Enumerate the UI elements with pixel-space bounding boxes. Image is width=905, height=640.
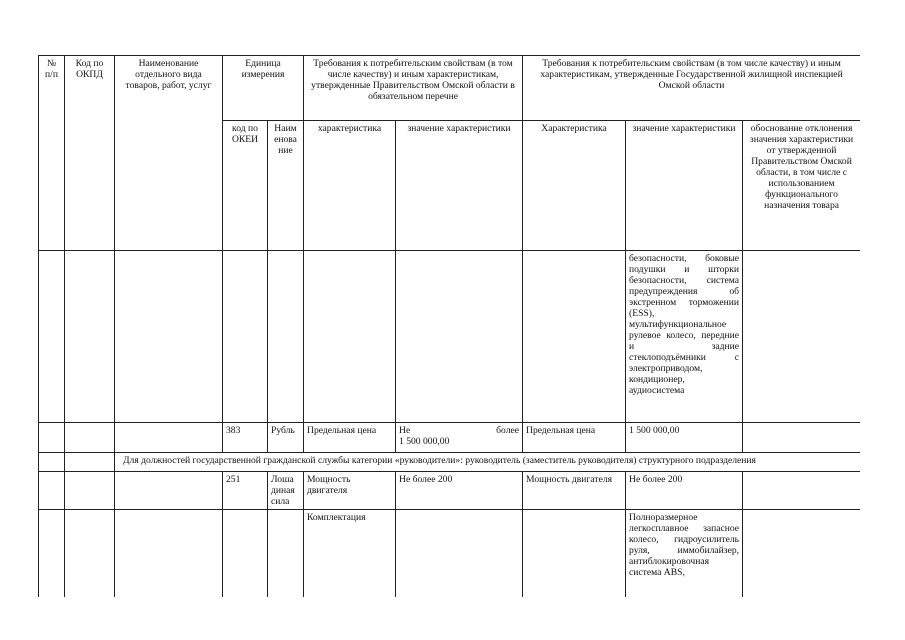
justification-header: обоснование отклонения значения характеристики от утвержденной Правительством Омской области, в том числе с использованием функционального назначения товара <box>743 121 860 251</box>
power-okei-code: 251 <box>223 472 268 510</box>
col-unit-header: Единица измерения <box>223 56 304 121</box>
price-gov-value-part2: более <box>496 425 520 436</box>
okei-code-header: код по ОКЕИ <box>223 121 268 251</box>
equipment-list-text: безопасности, боковые подушки и шторки безопасности, система предупреждения об экстренном торможении (ESS), мультифункциональное рулевое колесо, передние и задние стеклоподъёмники с электроприводом, кондиционер, аудиосистема <box>626 251 743 423</box>
price-row <box>39 423 861 453</box>
equipment-gov-characteristic: Комплектация <box>304 510 396 598</box>
section-title: Для должностей государственной гражданской службы категории «руководители»: руководитель (заместитель руководителя) структурного подразделения <box>115 453 861 472</box>
section-title-row <box>39 453 861 472</box>
col-gov-requirements-header: Требования к потребительским свойствам (в том числе качеству) и иным характеристикам, утвержденные Правительством Омской области в обязательном перечне <box>304 56 523 121</box>
gov-value-header: значение характеристики <box>396 121 523 251</box>
insp-characteristic-header: Характеристика <box>523 121 626 251</box>
power-row <box>39 472 861 510</box>
price-gov-value-amount: 1 500 000,00 <box>399 436 450 447</box>
col-name-header: Наименование отдельного вида товаров, работ, услуг <box>115 56 223 251</box>
price-insp-value: 1 500 000,00 <box>626 423 743 453</box>
power-insp-characteristic: Мощность двигателя <box>523 472 626 510</box>
power-gov-value: Не более 200 <box>396 472 523 510</box>
equipment-insp-value: Полноразмерное легкосплавное запасное колесо, гидроусилитель руля, иммобилайзер, антиблокировочная система ABS, <box>626 510 743 598</box>
power-gov-characteristic: Мощность двигателя <box>304 472 396 510</box>
price-okei-code: 383 <box>223 423 268 453</box>
col-okpd-header: Код по ОКПД <box>65 56 115 251</box>
price-gov-characteristic: Предельная цена <box>304 423 396 453</box>
power-insp-value: Не более 200 <box>626 472 743 510</box>
equipment-continuation-row <box>39 251 861 423</box>
price-insp-characteristic: Предельная цена <box>523 423 626 453</box>
requirements-table <box>38 55 860 597</box>
price-unit-name: Рубль <box>268 423 304 453</box>
price-gov-value <box>396 423 523 453</box>
power-unit-name: Лоша диная сила <box>268 472 304 510</box>
equipment-row <box>39 510 861 598</box>
price-gov-value-part1: Не <box>399 425 411 436</box>
col-number-header: № п/п <box>39 56 65 251</box>
insp-value-header: значение характеристики <box>626 121 743 251</box>
document-table-page <box>38 55 860 597</box>
header-row-1 <box>39 56 861 121</box>
gov-characteristic-header: характеристика <box>304 121 396 251</box>
unit-name-header: Наим енова ние <box>268 121 304 251</box>
col-inspection-requirements-header: Требования к потребительским свойствам (в том числе качеству) и иным характеристикам, утвержденные Государственной жилищной инспекцией Омской области <box>523 56 860 121</box>
